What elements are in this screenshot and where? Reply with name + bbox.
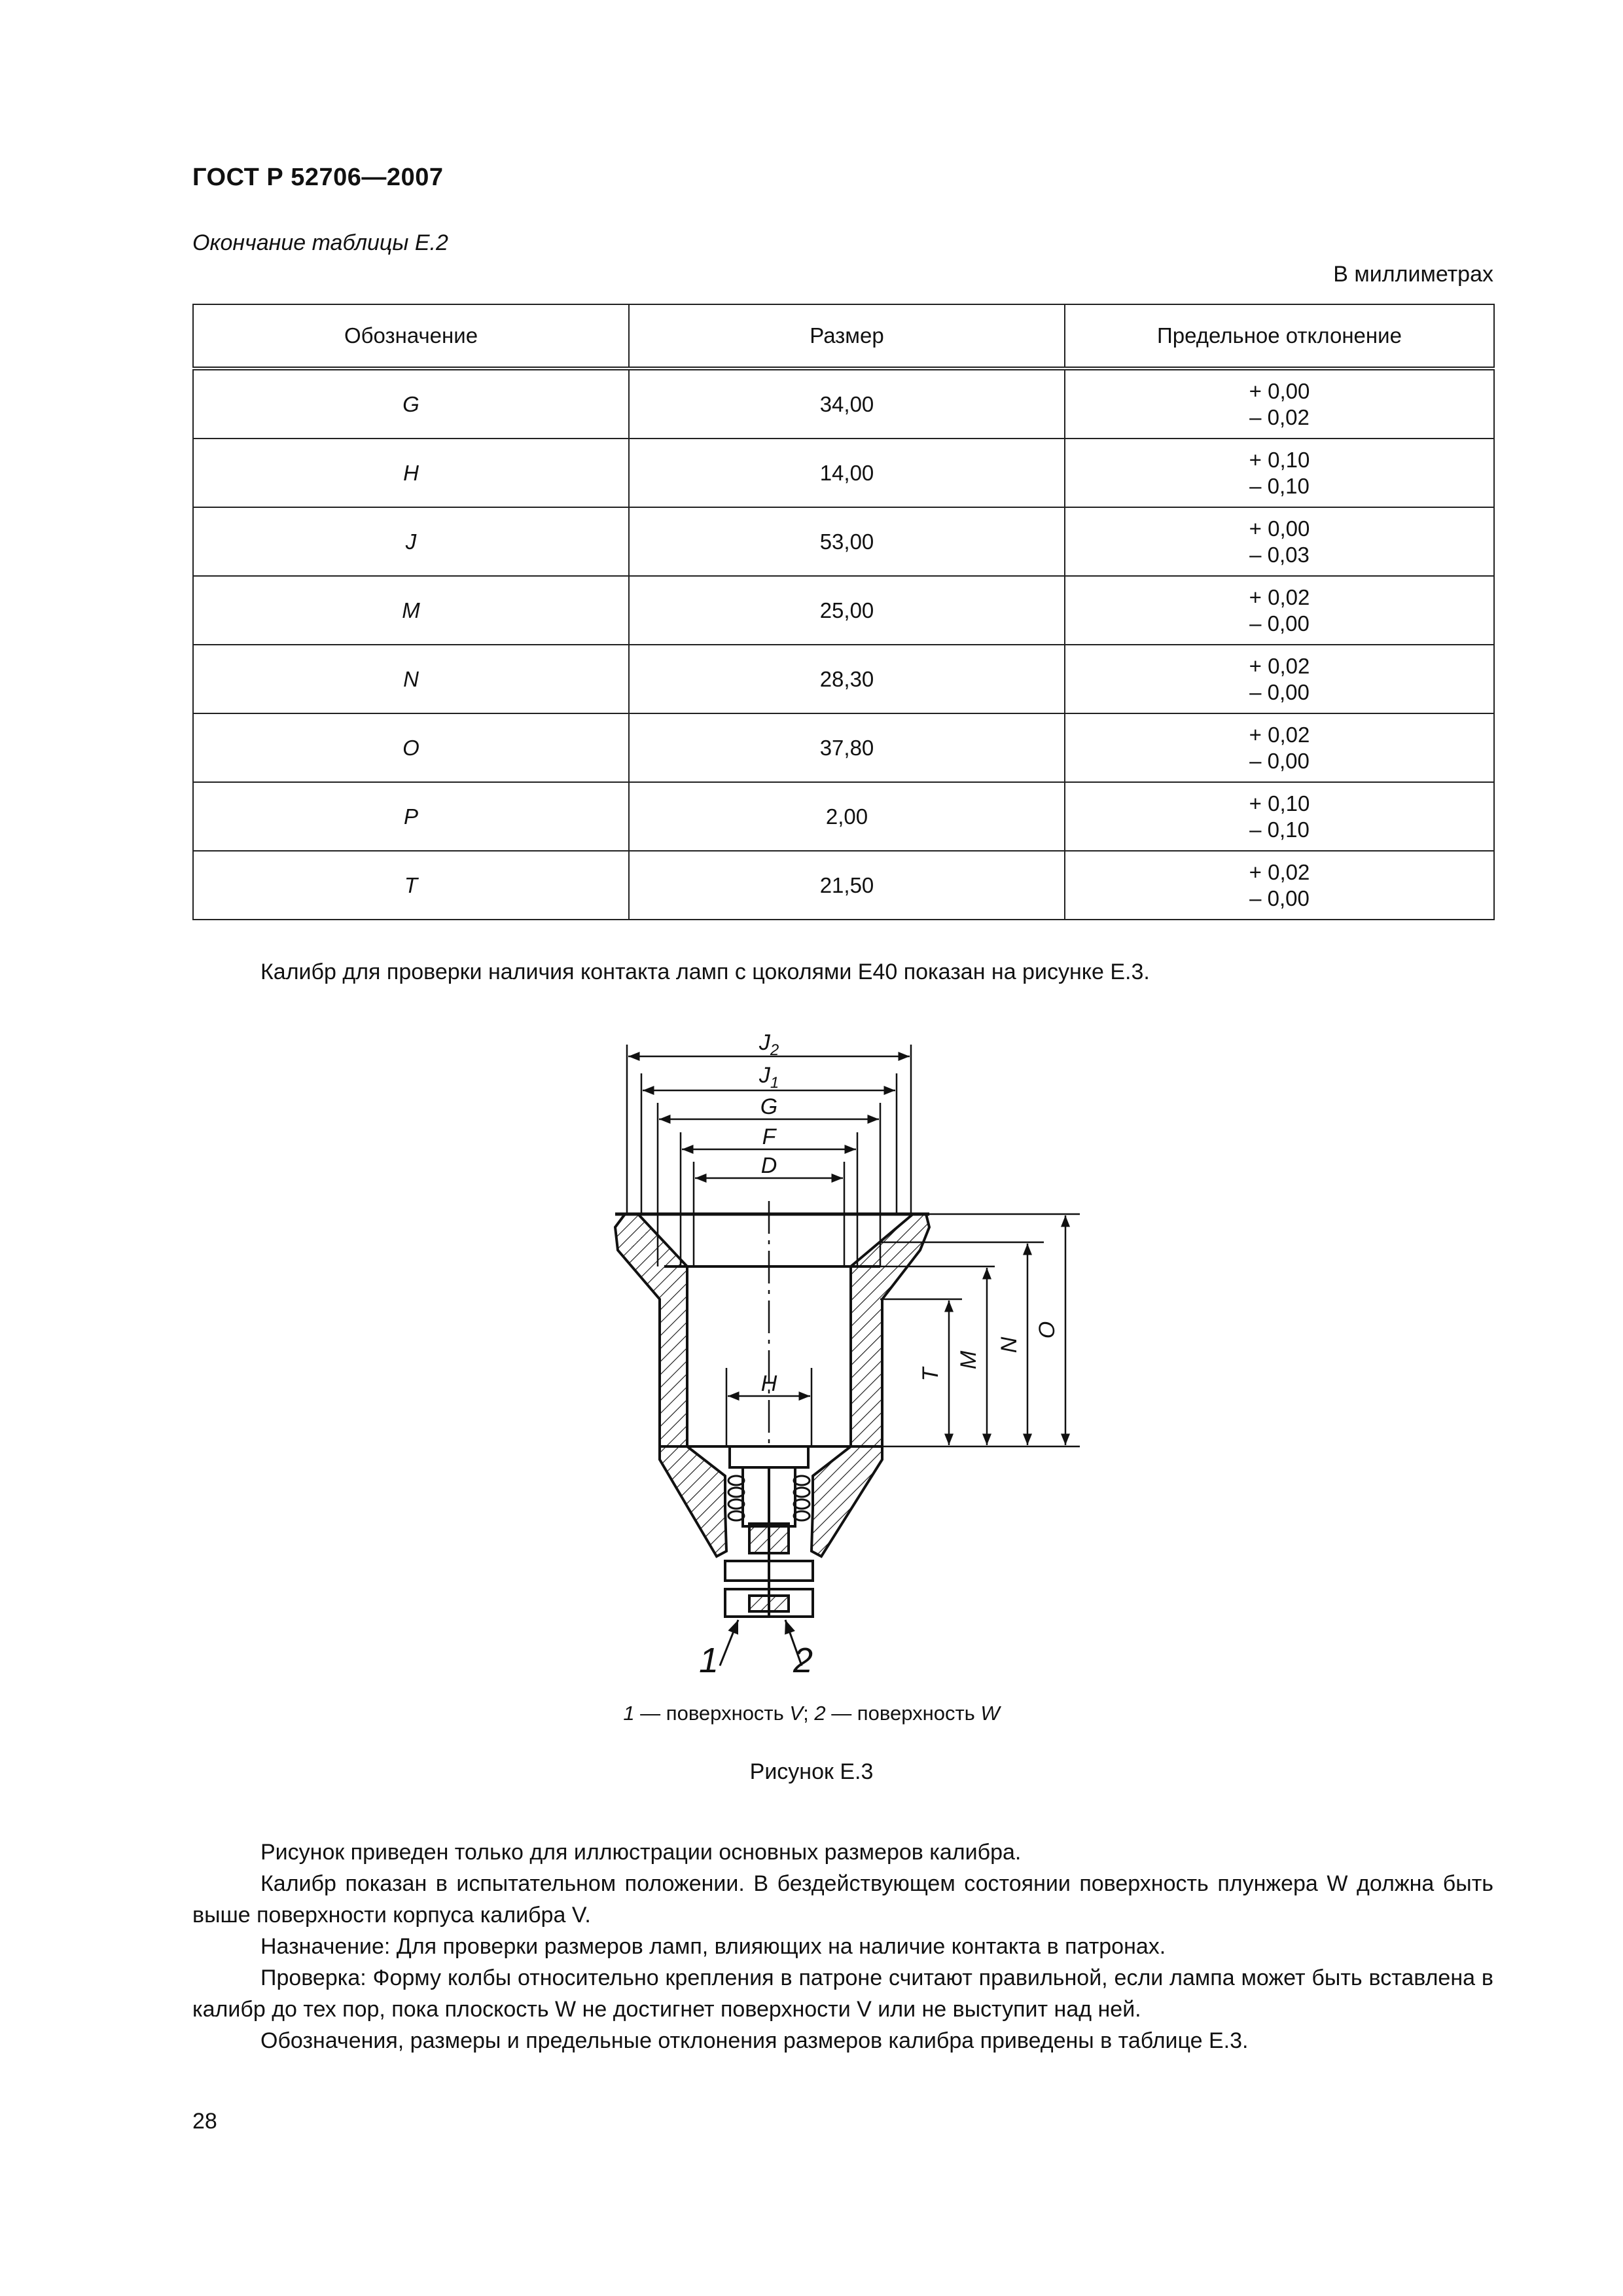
cell-deviation (1065, 576, 1494, 645)
paragraph: Проверка: Форму колбы относительно крепления в патроне считают правильной, если лампа может быть вставлена в калибр до тех пор, пока плоскость W не достигнет поверхности V или не выступит над ней. (192, 1965, 1493, 2022)
label-n: N (997, 1336, 1022, 1354)
intro-text: Калибр для проверки наличия контакта ламп с цоколями Е40 показан на рисунке Е.3. (260, 960, 1150, 984)
cell-deviation (1065, 782, 1494, 851)
label-o: O (1035, 1321, 1060, 1339)
cell-symbol: O (193, 713, 629, 782)
label-t: T (918, 1367, 943, 1382)
deviation-upper: + 0,02 (1249, 859, 1310, 884)
cell-size: 21,50 (629, 851, 1065, 920)
paragraph: Рисунок приведен только для иллюстрации основных размеров калибра. (260, 1840, 1022, 1865)
deviation-upper: + 0,10 (1249, 447, 1310, 472)
table-row (193, 368, 1494, 439)
cell-symbol: N (193, 645, 629, 713)
deviation-lower: – 0,10 (1249, 817, 1310, 842)
deviation-upper: + 0,02 (1249, 584, 1310, 609)
cell-deviation (1065, 439, 1494, 507)
deviation-lower: – 0,00 (1249, 748, 1310, 773)
cell-symbol: G (193, 368, 629, 439)
cell-deviation (1065, 368, 1494, 439)
callout-2: 2 (793, 1641, 813, 1680)
cell-symbol: J (193, 507, 629, 576)
table-row (193, 645, 1494, 713)
label-d: D (760, 1153, 777, 1178)
cell-size: 25,00 (629, 576, 1065, 645)
label-j1: $J_1$ (758, 1063, 779, 1092)
cell-size: 2,00 (629, 782, 1065, 851)
callout-1: 1 (699, 1641, 719, 1680)
cell-size: 14,00 (629, 439, 1065, 507)
paragraph: Назначение: Для проверки размеров ламп, влияющих на наличие контакта в патронах. (260, 1934, 1166, 1959)
cell-size: 37,80 (629, 713, 1065, 782)
legend-w: W (980, 1702, 1000, 1725)
deviation-upper: + 0,02 (1249, 653, 1310, 678)
figure-legend (0, 1702, 1623, 1725)
cell-deviation (1065, 851, 1494, 920)
column-header-deviation: Предельное отклонение (1065, 304, 1494, 368)
table-caption: Окончание таблицы Е.2 (192, 230, 448, 255)
legend-text-1: — поверхность (634, 1702, 790, 1725)
units-label: В миллиметрах (1333, 262, 1493, 287)
label-h: H (760, 1371, 777, 1396)
deviation-lower: – 0,00 (1249, 611, 1310, 636)
table-row (193, 713, 1494, 782)
paragraph: Калибр показан в испытательном положении. В бездействующем состоянии поверхность плунжера W должна быть выше поверхности корпуса калибра V. (192, 1871, 1493, 1928)
standard-header: ГОСТ Р 52706—2007 (192, 164, 444, 191)
deviation-lower: – 0,02 (1249, 404, 1310, 429)
legend-sep: ; (803, 1702, 815, 1725)
paragraph: Обозначения, размеры и предельные отклонения размеров калибра приведены в таблице Е.3. (260, 2028, 1249, 2053)
cell-deviation (1065, 645, 1494, 713)
column-header-size: Размер (629, 304, 1065, 368)
table-row (193, 507, 1494, 576)
deviation-lower: – 0,00 (1249, 679, 1310, 704)
figure-title: Рисунок Е.3 (749, 1759, 874, 1784)
cell-symbol: H (193, 439, 629, 507)
legend-text-2: — поверхность (825, 1702, 981, 1725)
dimensions-table (192, 304, 1495, 920)
cell-size: 53,00 (629, 507, 1065, 576)
table-row (193, 439, 1494, 507)
cell-size: 28,30 (629, 645, 1065, 713)
deviation-lower: – 0,03 (1249, 542, 1310, 567)
deviation-upper: + 0,00 (1249, 378, 1310, 403)
cell-symbol: T (193, 851, 629, 920)
deviation-lower: – 0,00 (1249, 886, 1310, 910)
legend-v: V (789, 1702, 804, 1725)
deviation-upper: + 0,00 (1249, 516, 1310, 541)
cell-deviation (1065, 507, 1494, 576)
page-number: 28 (192, 2109, 217, 2134)
table-header-row (193, 304, 1494, 368)
table-row (193, 782, 1494, 851)
table-row (193, 576, 1494, 645)
cell-symbol: P (193, 782, 629, 851)
label-j2: $J_2$ (758, 1030, 779, 1059)
table-row (193, 851, 1494, 920)
cell-symbol: M (193, 576, 629, 645)
cell-deviation (1065, 713, 1494, 782)
callout-line-1 (720, 1620, 738, 1666)
cell-size: 34,00 (629, 368, 1065, 439)
plunger (725, 1446, 813, 1617)
label-m: M (956, 1350, 981, 1370)
label-g: G (760, 1094, 778, 1119)
column-header-symbol: Обозначение (193, 304, 629, 368)
deviation-upper: + 0,10 (1249, 791, 1310, 816)
deviation-lower: – 0,10 (1249, 473, 1310, 498)
legend-num-1: 1 (623, 1702, 635, 1725)
deviation-upper: + 0,02 (1249, 722, 1310, 747)
label-f: F (762, 1124, 776, 1149)
legend-num-2: 2 (814, 1702, 826, 1725)
gauge-drawing (589, 1021, 1099, 1682)
